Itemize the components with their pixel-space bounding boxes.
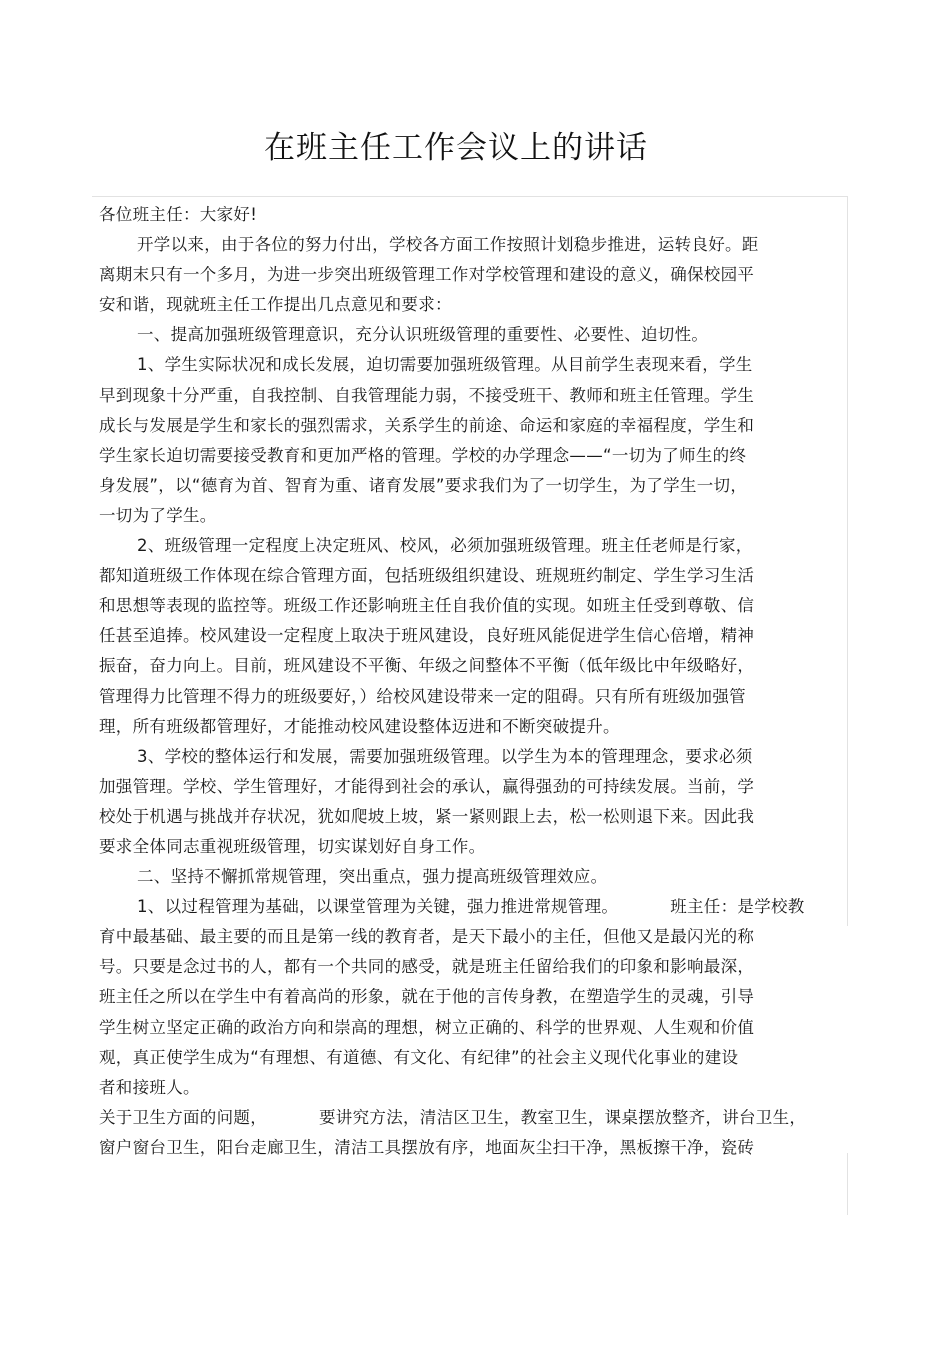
body-line xyxy=(99,501,839,531)
body-line-text: 各位班主任：大家好! xyxy=(99,205,258,224)
body-line-text: 观，真正使学生成为“有理想、有道德、有文化、有纪律”的社会主义现代化事业的建设 xyxy=(99,1047,739,1067)
document-body xyxy=(99,200,839,1163)
body-line-text: 学生家长迫切需要接受教育和更加严格的管理。学校的办学理念——“一切为了师生的终 xyxy=(99,445,747,465)
body-line xyxy=(99,682,839,712)
body-line xyxy=(99,290,839,320)
body-line xyxy=(99,952,839,982)
body-line xyxy=(99,772,839,802)
body-line-text: 振奋，奋力向上。目前，班风建设不平衡、年级之间整体不平衡（低年级比中年级略好， xyxy=(99,656,755,676)
body-line xyxy=(99,651,839,681)
page-frame-right-border-lower xyxy=(847,1153,848,1215)
body-line-text: 2、班级管理一定程度上决定班风、校风，必须加强班级管理。班主任老师是行家， xyxy=(137,536,753,556)
body-line-text: 学生树立坚定正确的政治方向和崇高的理想，树立正确的、科学的世界观、人生观和价值 xyxy=(99,1017,755,1037)
body-line-text: 要求全体同志重视班级管理，切实谋划好自身工作。 xyxy=(99,836,486,856)
body-line xyxy=(99,862,839,892)
body-line-text: 都知道班级工作体现在综合管理方面，包括班级组织建设、班规班约制定、学生学习生活 xyxy=(99,566,755,586)
body-line xyxy=(99,1103,839,1133)
body-line xyxy=(99,591,839,621)
body-line xyxy=(99,1013,839,1043)
body-line xyxy=(99,381,839,411)
document-title: 在班主任工作会议上的讲话 xyxy=(264,130,648,166)
body-line-text: 号。只要是念过书的人，都有一个共同的感受，就是班主任留给我们的印象和影响最深， xyxy=(99,957,755,977)
body-line xyxy=(99,350,839,380)
body-line xyxy=(99,1043,839,1073)
body-line xyxy=(99,922,839,952)
body-line-text: 一、提高加强班级管理意识，充分认识班级管理的重要性、必要性、迫切性。 xyxy=(137,325,709,345)
body-line xyxy=(99,200,839,230)
body-line-text: 1、以过程管理为基础，以课堂管理为关键，强力推进常规管理。 xyxy=(137,897,619,917)
body-line-text: 开学以来，由于各位的努力付出，学校各方面工作按照计划稳步推进，运转良好。距 xyxy=(137,235,759,255)
body-line xyxy=(99,471,839,501)
body-line xyxy=(99,441,839,471)
body-line xyxy=(99,892,839,922)
body-line-text: 班主任之所以在学生中有着高尚的形象，就在于他的言传身教，在塑造学生的灵魂，引导 xyxy=(99,987,755,1007)
body-line-text: 和思想等表现的监控等。班级工作还影响班主任自我价值的实现。如班主任受到尊敬、信 xyxy=(99,596,755,616)
body-line xyxy=(99,982,839,1012)
page-frame-right-border xyxy=(847,196,848,926)
body-line xyxy=(99,1073,839,1103)
body-line-text: 者和接班人。 xyxy=(99,1077,200,1097)
body-line xyxy=(99,411,839,441)
body-line xyxy=(99,832,839,862)
body-line xyxy=(99,712,839,742)
body-line xyxy=(99,1133,839,1163)
body-line xyxy=(99,531,839,561)
body-line xyxy=(99,561,839,591)
body-line-text: 3、学校的整体运行和发展，需要加强班级管理。以学生为本的管理理念，要求必须 xyxy=(137,746,753,766)
body-line xyxy=(99,742,839,772)
body-line-text: 早到现象十分严重，自我控制、自我管理能力弱，不接受班干、教师和班主任管理。学生 xyxy=(99,385,755,405)
body-line-text: 加强管理。学校、学生管理好，才能得到社会的承认，赢得强劲的可持续发展。当前，学 xyxy=(99,776,755,796)
body-line-text: 关于卫生方面的问题， xyxy=(99,1107,267,1127)
body-line-text: 安和谐，现就班主任工作提出几点意见和要求： xyxy=(99,295,452,315)
body-line-text: 一切为了学生。 xyxy=(99,505,217,525)
body-line-text: 1、学生实际状况和成长发展，迫切需要加强班级管理。从目前学生表现来看，学生 xyxy=(137,355,753,375)
body-line-text: 校处于机遇与挑战并存状况，犹如爬坡上坡，紧一紧则跟上去，松一松则退下来。因此我 xyxy=(99,806,755,826)
body-line xyxy=(99,621,839,651)
body-line xyxy=(99,802,839,832)
body-line-tail-text: 要讲究方法，清洁区卫生，教室卫生，课桌摆放整齐，讲台卫生， xyxy=(319,1107,807,1127)
body-line-text: 二、坚持不懈抓常规管理，突出重点，强力提高班级管理效应。 xyxy=(137,867,608,887)
body-line-text: 成长与发展是学生和家长的强烈需求，关系学生的前途、命运和家庭的幸福程度，学生和 xyxy=(99,415,755,435)
body-line-text: 理，所有班级都管理好，才能推动校风建设整体迈进和不断突破提升。 xyxy=(99,716,620,736)
body-line-text: 管理得力比管理不得力的班级要好，）给校风建设带来一定的阻碍。只有所有班级加强管 xyxy=(99,686,746,706)
body-line-text: 身发展”，以“德育为首、智育为重、诸育发展”要求我们为了一切学生，为了学生一切， xyxy=(99,475,748,495)
body-line xyxy=(99,260,839,290)
body-line xyxy=(99,230,839,260)
body-line-tail-text: 班主任：是学校教 xyxy=(670,897,805,917)
body-line xyxy=(99,320,839,350)
body-line-text: 任甚至追捧。校风建设一定程度上取决于班风建设，良好班风能促进学生信心倍增，精神 xyxy=(99,626,755,646)
body-line-text: 育中最基础、最主要的而且是第一线的教育者，是天下最小的主任，但他又是最闪光的称 xyxy=(99,927,755,947)
body-line-text: 窗户窗台卫生，阳台走廊卫生，清洁工具摆放有序，地面灰尘扫干净，黑板擦干净，瓷砖 xyxy=(99,1137,755,1157)
body-line-text: 离期末只有一个多月，为进一步突出班级管理工作对学校管理和建设的意义，确保校园平 xyxy=(99,265,755,285)
page-frame-top-border xyxy=(92,196,848,197)
